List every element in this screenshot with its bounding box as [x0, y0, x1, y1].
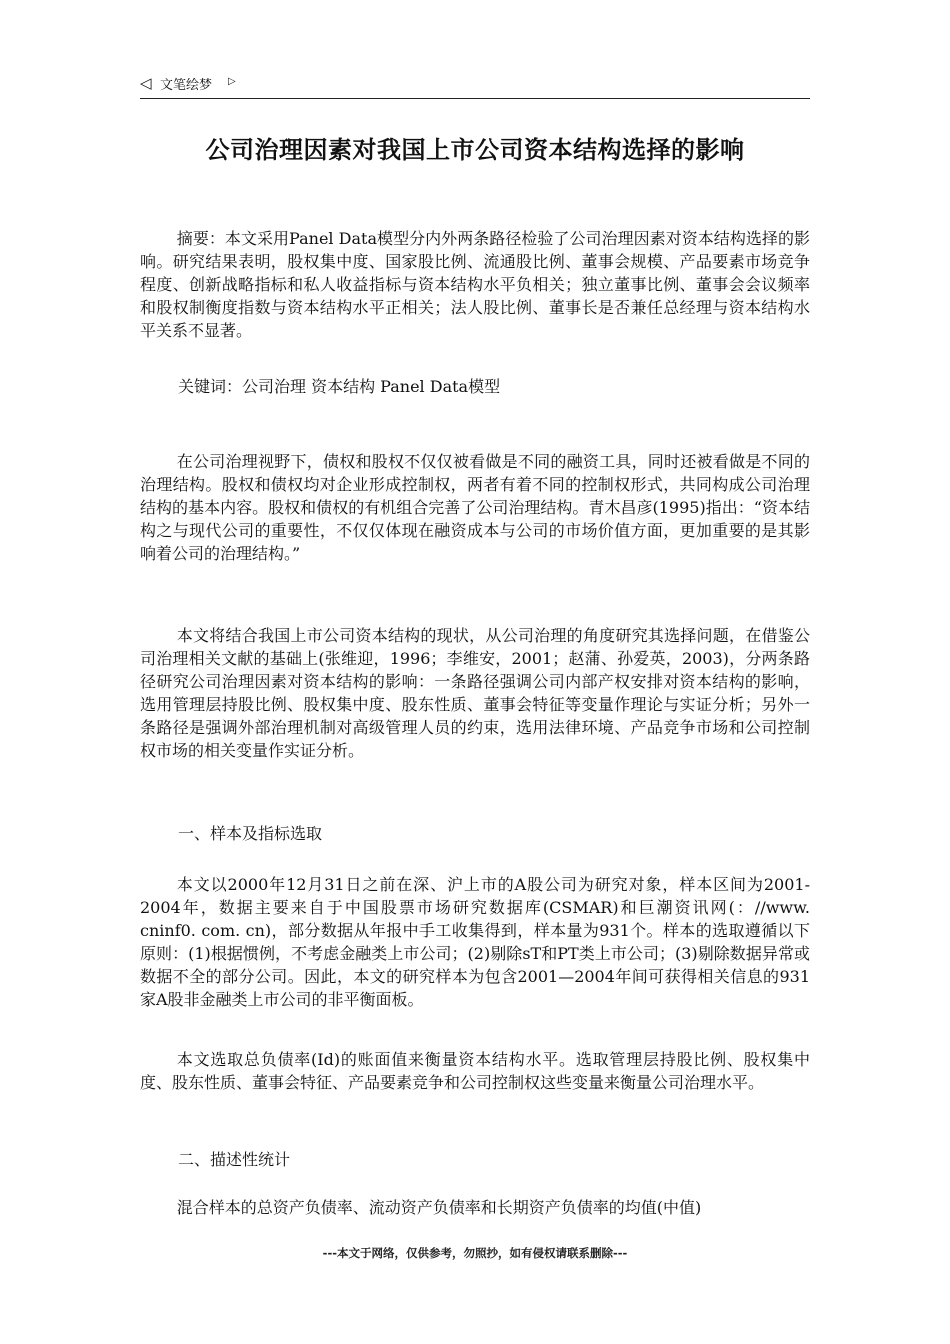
section-1-paragraph-2: 本文选取总负债率(Id)的账面值来衡量资本结构水平。选取管理层持股比例、股权集中度、股东性质、董事会特征、产品要素竞争和公司控制权这些变量来衡量公司治理水平。	[140, 1050, 810, 1092]
section-1-paragraph-1: 本文以2000年12月31日之前在深、沪上市的A股公司为研究对象，样本区间为2001-2004年，数据主要来自于中国股票市场研究数据库(CSMAR)和巨潮资讯网(：//www. cninf0. com. cn)，部分数据从年报中手工收集得到，样本量为931个。样本的选取遵循以下原则：(1)根据惯例，不考虑金融类上市公司；(2)剔除sT和PT类上市公司；(3)剔除数据异常或数据不全的部分公司。因此，本文的研究样本为包含2001—2004年间可获得相关信息的931家A股非金融类上市公司的非平衡面板。	[140, 875, 810, 1009]
intro-paragraph-1: 在公司治理视野下，债权和股权不仅仅被看做是不同的融资工具，同时还被看做是不同的治理结构。股权和债权均对企业形成控制权，两者有着不同的控制权形式，共同构成公司治理结构的基本内容。股权和债权的有机组合完善了公司治理结构。青木昌彦(1995)指出：“资本结构之与现代公司的重要性，不仅仅体现在融资成本与公司的市场价值方面，更加重要的是其影响着公司的治理结构。”	[140, 452, 810, 563]
disclaimer-footer: ---本文于网络，仅供参考，勿照抄，如有侵权请联系删除---	[322, 1246, 628, 1260]
section-2-heading: 二、描述性统计	[178, 1150, 291, 1169]
right-arrow-icon: ▷	[228, 76, 236, 87]
document-title: 公司治理因素对我国上市公司资本结构选择的影响	[205, 136, 745, 164]
section-2-paragraph-1: 混合样本的总资产负债率、流动资产负债率和长期资产负债率的均值(中值)	[176, 1198, 702, 1217]
section-1-heading: 一、样本及指标选取	[178, 824, 323, 843]
page-header	[140, 74, 810, 99]
left-arrow-icon: ◁	[140, 74, 152, 92]
brand-label: 文笔绘梦	[160, 78, 213, 93]
intro-paragraph-2: 本文将结合我国上市公司资本结构的现状，从公司治理的角度研究其选择问题，在借鉴公司治理相关文献的基础上(张维迎，1996；李维安，2001；赵蒲、孙爱英，2003)，分两条路径研究公司治理因素对资本结构的影响：一条路径强调公司内部产权安排对资本结构的影响，选用管理层持股比例、股权集中度、股东性质、董事会特征等变量作理论与实证分析；另外一条路径是强调外部治理机制对高级管理人员的约束，选用法律环境、产品竞争市场和公司控制权市场的相关变量作实证分析。	[140, 626, 810, 760]
abstract-paragraph: 摘要：本文采用Panel Data模型分内外两条路径检验了公司治理因素对资本结构选择的影响。研究结果表明，股权集中度、国家股比例、流通股比例、董事会规模、产品要素市场竞争程度、创新战略指标和私人收益指标与资本结构水平负相关；独立董事比例、董事会会议频率和股权制衡度指数与资本结构水平正相关；法人股比例、董事长是否兼任总经理与资本结构水平关系不显著。	[140, 229, 810, 340]
keywords-line: 关键词：公司治理 资本结构 Panel Data模型	[178, 377, 501, 396]
